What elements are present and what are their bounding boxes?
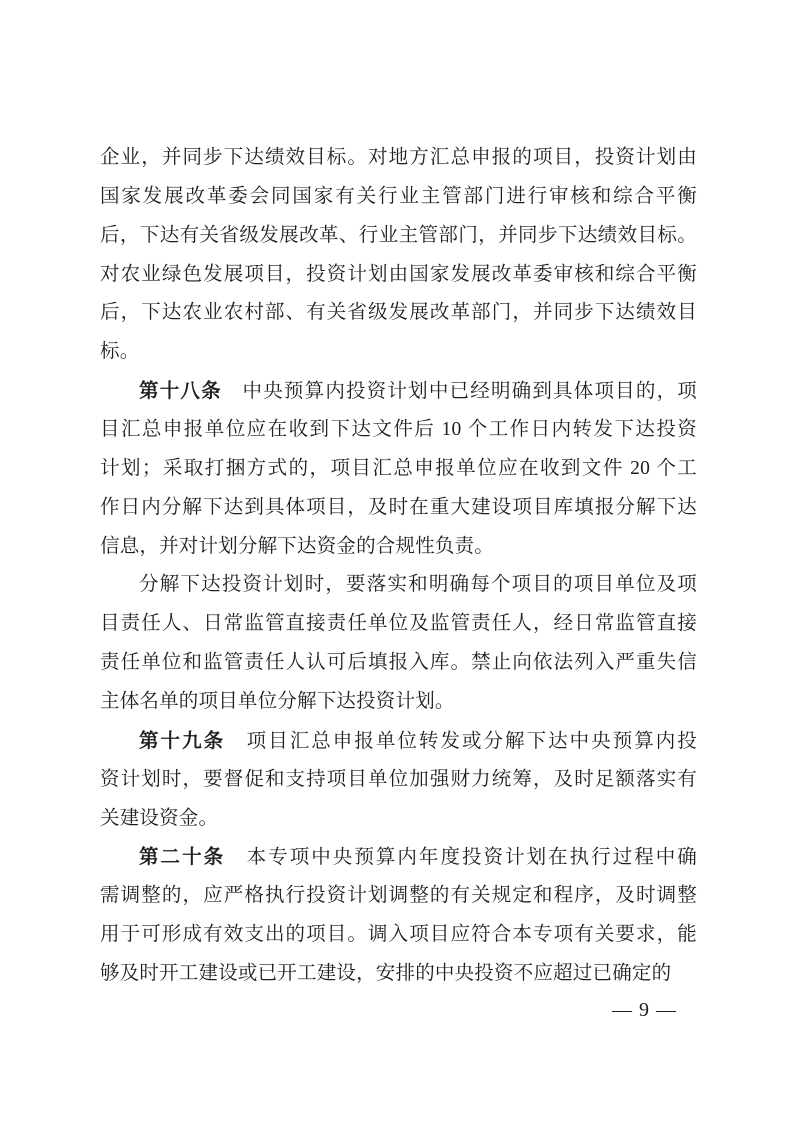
text-line: 信息，并对计划分解下达资金的合规性负责。	[100, 535, 495, 557]
paragraph	[100, 722, 697, 839]
page-number: — 9 —	[612, 999, 677, 1021]
text-line: 第十九条 项目汇总申报单位转发或分解下达中央预算内投	[139, 729, 697, 752]
text-line: 国家发展改革委会同国家有关行业主管部门进行审核和综合平衡	[100, 185, 697, 207]
document-body	[100, 139, 697, 994]
text-line: 关建设资金。	[100, 807, 219, 829]
paragraph	[100, 372, 697, 566]
text-line: 计划；采取打捆方式的，项目汇总申报单位应在收到文件 20 个工	[100, 457, 697, 479]
text-line: 作日内分解下达到具体项目，及时在重大建设项目库填报分解下达	[100, 496, 697, 518]
text-line: 对农业绿色发展项目，投资计划由国家发展改革委审核和综合平衡	[100, 263, 697, 285]
text-line: 目责任人、日常监管直接责任单位及监管责任人，经日常监管直接	[100, 613, 697, 635]
text-line: 责任单位和监管责任人认可后填报入库。禁止向依法列入严重失信	[100, 652, 697, 674]
text-line: 资计划时，要督促和支持项目单位加强财力统筹，及时足额落实有	[100, 768, 697, 790]
text-line: 分解下达投资计划时，要落实和明确每个项目的项目单位及项	[139, 574, 697, 596]
text-line: 够及时开工建设或已开工建设，安排的中央投资不应超过已确定的	[100, 963, 672, 985]
text-line: 后，下达有关省级发展改革、行业主管部门，并同步下达绩效目标。	[100, 224, 697, 246]
text-line: 目汇总申报单位应在收到下达文件后 10 个工作日内转发下达投资	[100, 419, 697, 441]
text-line: 第二十条 本专项中央预算内年度投资计划在执行过程中确	[139, 846, 697, 869]
article-number: 第二十条	[139, 846, 226, 869]
text-line: 用于可形成有效支出的项目。调入项目应符合本专项有关要求，能	[100, 924, 697, 946]
text-line: 后，下达农业农村部、有关省级发展改革部门，并同步下达绩效目	[100, 302, 697, 324]
text-line: 标。	[100, 341, 140, 363]
text-line: 需调整的，应严格执行投资计划调整的有关规定和程序，及时调整	[100, 885, 697, 907]
text-line: 第十八条 中央预算内投资计划中已经明确到具体项目的，项	[139, 380, 697, 403]
text-line: 主体名单的项目单位分解下达投资计划。	[100, 691, 455, 713]
paragraph	[100, 838, 697, 993]
paragraph	[100, 566, 697, 721]
paragraph	[100, 139, 697, 372]
text-line: 企业，并同步下达绩效目标。对地方汇总申报的项目，投资计划由	[100, 147, 697, 168]
article-number: 第十九条	[139, 729, 226, 752]
article-number: 第十八条	[139, 380, 222, 403]
